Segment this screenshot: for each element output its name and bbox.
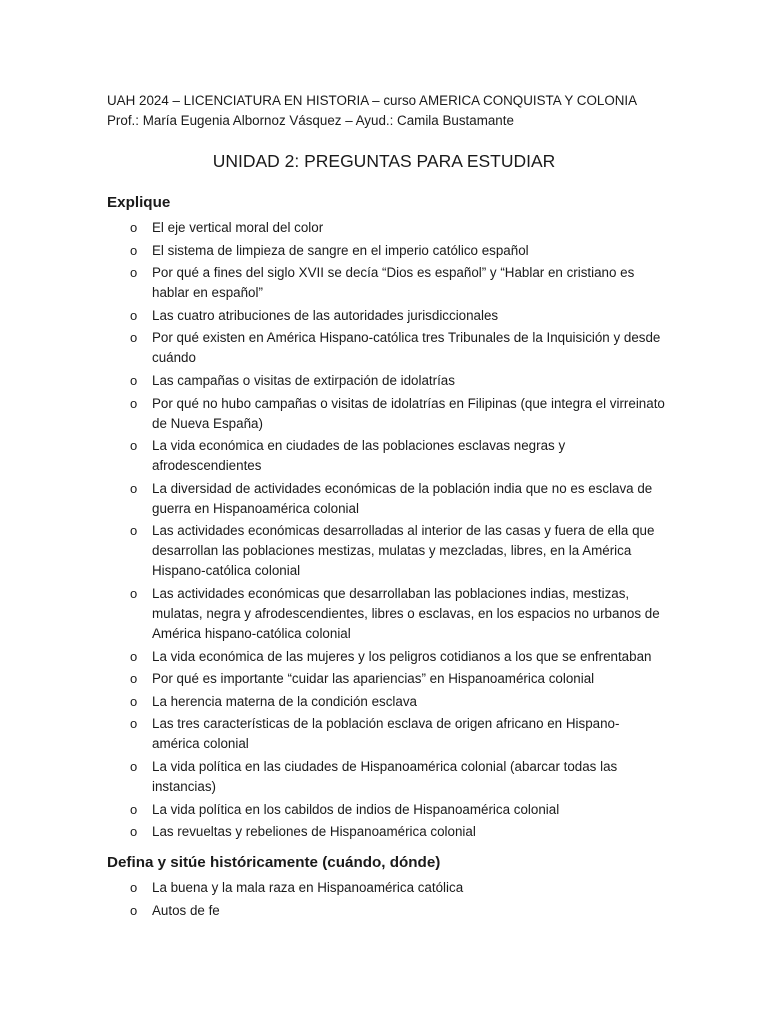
list-item-text: La vida económica en ciudades de las poblaciones esclavas negras y afrodescendientes bbox=[152, 438, 566, 474]
bullet-marker: o bbox=[130, 265, 138, 281]
list-item bbox=[107, 692, 667, 712]
course-header-line-1: UAH 2024 – LICENCIATURA EN HISTORIA – curso AMERICA CONQUISTA Y COLONIA bbox=[107, 93, 638, 108]
list-item-text: Por qué es importante “cuidar las apariencias” en Hispanoamérica colonial bbox=[152, 671, 595, 687]
list-item bbox=[107, 878, 667, 898]
bullet-marker: o bbox=[130, 880, 138, 895]
list-item-text: Las tres características de la población esclava de origen africano en Hispano-américa colonial bbox=[152, 716, 620, 752]
bullet-marker: o bbox=[130, 372, 138, 388]
list-item bbox=[107, 394, 667, 434]
list-item-text: La herencia materna de la condición esclava bbox=[152, 693, 418, 709]
list-item bbox=[107, 479, 667, 519]
list-item bbox=[107, 901, 667, 921]
unit-title: UNIDAD 2: PREGUNTAS PARA ESTUDIAR bbox=[212, 151, 556, 171]
list-item-text: Por qué existen en América Hispano-católica tres Tribunales de la Inquisición y desde cuándo bbox=[152, 330, 661, 366]
list-item-text: Autos de fe bbox=[152, 902, 220, 918]
list-item bbox=[107, 669, 667, 689]
bullet-marker: o bbox=[130, 523, 138, 539]
list-item-text: La diversidad de actividades económicas de la población india que no es esclava de guerra en Hispanoamérica colonial bbox=[152, 480, 653, 516]
list-item bbox=[107, 521, 667, 581]
bullet-marker: o bbox=[130, 758, 138, 774]
list-item bbox=[107, 757, 667, 797]
list-item-text: La buena y la mala raza en Hispanoamérica católica bbox=[152, 880, 464, 895]
list-item-text: Las cuatro atribuciones de las autoridades jurisdiccionales bbox=[152, 307, 499, 323]
bullet-marker: o bbox=[130, 480, 138, 496]
list-item-text: El eje vertical moral del color bbox=[152, 220, 324, 235]
list-item bbox=[107, 371, 667, 391]
bullet-marker: o bbox=[130, 395, 138, 411]
list-item-text: Las actividades económicas que desarrollaban las poblaciones indias, mestizas, mulatas, negra y afrodescendientes, libres o esclavas, en los espacios no urbanos de América hispano-católica colonial bbox=[152, 585, 660, 641]
bullet-marker: o bbox=[130, 585, 138, 601]
list-item-text: La vida económica de las mujeres y los peligros cotidianos a los que se enfrentaban bbox=[152, 648, 652, 664]
section-heading-explique: Explique bbox=[107, 194, 171, 211]
bullet-marker: o bbox=[130, 648, 138, 664]
list-item bbox=[107, 306, 667, 326]
bullet-marker: o bbox=[130, 693, 138, 709]
bullet-marker: o bbox=[130, 824, 138, 840]
bullet-marker: o bbox=[130, 716, 138, 732]
list-item bbox=[107, 714, 667, 754]
question-list-explique bbox=[107, 218, 667, 845]
list-item-text: Por qué no hubo campañas o visitas de idolatrías en Filipinas (que integra el virreinato de Nueva España) bbox=[152, 395, 665, 431]
list-item-text: Las actividades económicas desarrolladas al interior de las casas y fuera de ella que desarrollan las poblaciones mestizas, mulatas y mezcladas, libres, en la América Hispano-católica colonial bbox=[152, 523, 655, 579]
bullet-marker: o bbox=[130, 438, 138, 454]
bullet-marker: o bbox=[130, 330, 138, 346]
list-item bbox=[107, 241, 667, 261]
list-item bbox=[107, 436, 667, 476]
bullet-marker: o bbox=[130, 801, 138, 817]
list-item-text: El sistema de limpieza de sangre en el imperio católico español bbox=[152, 242, 529, 258]
list-item-text: Las revueltas y rebeliones de Hispanoamérica colonial bbox=[152, 824, 476, 840]
list-item bbox=[107, 800, 667, 820]
question-list-defina bbox=[107, 878, 667, 923]
list-item bbox=[107, 218, 667, 238]
list-item bbox=[107, 584, 667, 644]
list-item-text: Las campañas o visitas de extirpación de idolatrías bbox=[152, 372, 455, 388]
list-item-text: Por qué a fines del siglo XVII se decía “Dios es español” y “Hablar en cristiano es hablar en español” bbox=[152, 265, 635, 301]
bullet-marker: o bbox=[130, 671, 138, 687]
bullet-marker: o bbox=[130, 902, 138, 918]
bullet-marker: o bbox=[130, 307, 138, 323]
list-item-text: La vida política en las ciudades de Hispanoamérica colonial (abarcar todas las instancias) bbox=[152, 758, 618, 794]
list-item bbox=[107, 647, 667, 667]
list-item-text: La vida política en los cabildos de indios de Hispanoamérica colonial bbox=[152, 801, 560, 817]
course-header-line-2: Prof.: María Eugenia Albornoz Vásquez – Ayud.: Camila Bustamante bbox=[107, 113, 514, 128]
course-header bbox=[107, 91, 707, 131]
list-item bbox=[107, 263, 667, 303]
section-heading-defina: Defina y sitúe históricamente (cuándo, dónde) bbox=[107, 854, 441, 871]
list-item bbox=[107, 822, 667, 842]
bullet-marker: o bbox=[130, 220, 138, 235]
bullet-marker: o bbox=[130, 242, 138, 258]
list-item bbox=[107, 328, 667, 368]
